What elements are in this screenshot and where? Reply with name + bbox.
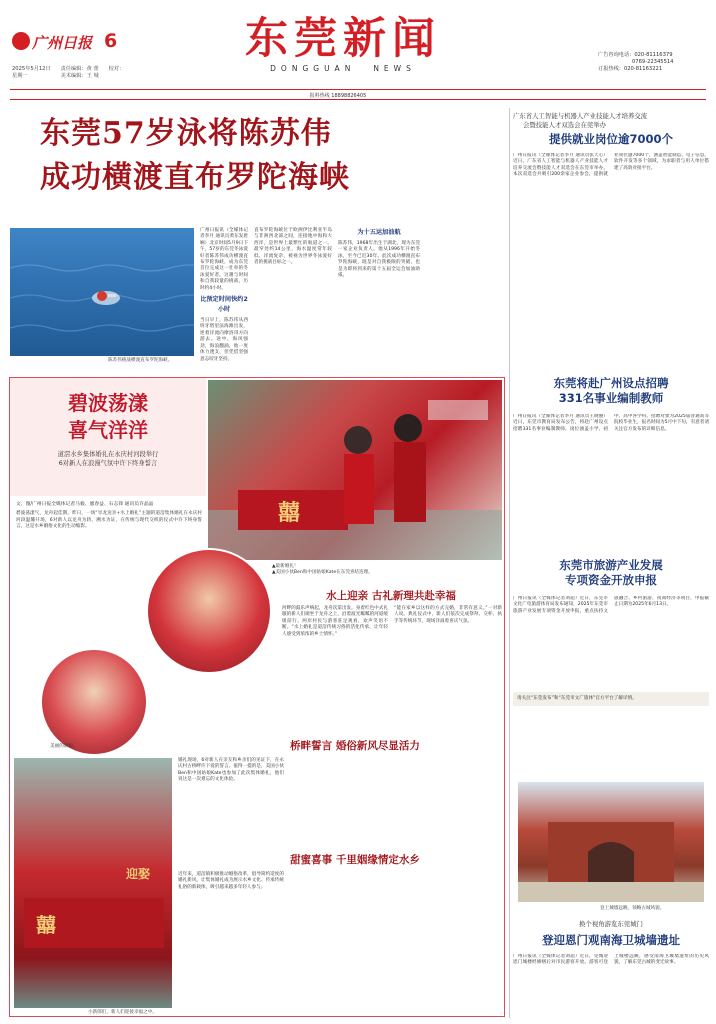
svg-text:囍: 囍: [278, 500, 301, 526]
masthead-en-left: DONGGUAN: [270, 64, 356, 73]
section1-col1: [282, 606, 388, 638]
header-rule: [10, 89, 706, 90]
jobs-headline: 提供就业岗位逾7000个: [548, 132, 673, 146]
main-col1-subhead: 比预定时间快约2小时: [200, 296, 248, 314]
wedding-photo-caption: [272, 564, 502, 576]
masthead-en-right: NEWS: [373, 64, 416, 73]
section2-title: 桥畔誓言 婚俗新风尽显活力: [290, 740, 420, 752]
page-number: 6: [104, 30, 118, 52]
section1-col2: [394, 606, 502, 625]
teachers-headline-2: 331名事业编制教师: [558, 391, 664, 405]
jobs-text: 广州日报讯（全媒体记者李月 通讯员张天心）近日，广东省人工智能与机器人产业技能人才培养交流会暨技能人才双选会在东莞市举办。本次双选会共吸引200余家企业参会，提供就业岗位逾7000个，涵盖智能制造、电子信息、软件开发等多个领域，为求职者与用人单位搭建了高效对接平台。: [513, 153, 709, 178]
section2-col1: [178, 758, 284, 784]
art-editor: 美术编辑：王 城: [60, 73, 99, 79]
editor: 责任编辑：黄 蕾: [60, 66, 99, 72]
bottom-photo-caption: 小新郎们，新人们迎接幸福之中。: [88, 1010, 157, 1015]
main-col3-subhead: 为十五运加油航: [357, 229, 401, 236]
right-story-teachers: [513, 376, 709, 534]
tourism-headline-1: 东莞市旅游产业发展: [559, 558, 663, 572]
main-headline: [40, 112, 500, 200]
ad-phone-2: 0769-22345514: [632, 59, 674, 66]
bride-portrait-photo: [40, 648, 148, 756]
masthead: [228, 14, 458, 73]
right-story-jobs: [513, 112, 709, 347]
tourism-note: 请关注“东莞发布”和“东莞市文广旅体”官方平台了解详情。: [513, 692, 709, 706]
issue-date: 2025年5月12日: [12, 66, 51, 72]
wedding-boat-icon: [14, 758, 172, 1008]
tourism-text: 广州日报讯（全媒体记者刘超）近日，东莞市文化广电旅游体育局发布通知，2025年东莞市旅游产业发展专项资金开放申报，重点扶持文旅融合、乡村旅游、夜间经济等项目，申报截止日期为2025年6月13日。: [513, 596, 709, 614]
section3-title: 甜蜜喜事 千里姻缘情定水乡: [290, 854, 420, 866]
main-story-col1: [200, 228, 248, 363]
logo-emblem-icon: [12, 32, 30, 50]
ad-phone: 广告咨询电话：020-81116379: [598, 52, 673, 58]
column-divider: [509, 108, 510, 1018]
right-story-tourism: [513, 558, 709, 706]
masthead-title: 东莞新闻: [245, 14, 441, 64]
section1-text: 河畔的鼓乐声响起，龙舟次第出发。身着红色中式礼服的新人们端坐于龙舟之上，沿着波光粼粼的河道缓缓前行。两岸村民与游客驻足观看，欢声笑语不断。“水上婚礼是道滘传统习俗的活化传承，让年轻人感受到浓浓的乡土情怀。”: [282, 606, 388, 637]
header-rule-2: [10, 99, 706, 100]
main-col3-text: 陈苏伟，1968年出生于湖北，现为东莞一家企业负责人。他从1996年开始冬泳，至今已近30年。此次成功横渡直布罗陀海峡，既是对自我极限的突破，也是为即将到来的第十五届全运会加油助威。: [338, 241, 420, 279]
main-col1-text: 广州日报讯（全媒体记者李月 通讯员黄东发唐娴）北京时间5月9日下午，57岁的东莞冬泳爱好者陈苏伟成功横渡直布罗陀海峡，成为东莞首位完成这一壮举的冬泳爱好者。这趟与时间和自我较量的挑战，历时约4小时。: [200, 228, 248, 291]
city-gate-photo: [518, 782, 704, 902]
svg-text:囍: 囍: [36, 913, 56, 937]
citygate-headline: 登迎恩门观南海卫城墙遗址: [542, 933, 680, 947]
section3-text: 近年来，道滘镇积极推动婚俗改革，倡导简约适度的婚礼新风，让集体婚礼成为展示水乡文化、传承传统礼俗的新载体，吸引越来越多年轻人参与。: [178, 872, 284, 890]
section1-title: 水上迎亲 古礼新理共赴幸福: [326, 590, 456, 602]
wedding-photo-caption-1: ▲最新婚礼！: [272, 564, 299, 569]
feature-title-line1: 碧波荡漾: [68, 391, 148, 415]
feature-intro-block: [16, 502, 202, 531]
news-hotline: 报料热线 18898826405: [309, 93, 367, 99]
svg-text:迎娶: 迎娶: [126, 867, 151, 881]
issue-info: [12, 66, 192, 80]
right-story-citygate: [513, 920, 709, 1016]
section3-col1: [178, 872, 284, 891]
tourism-headline-2: 专项资金开放申报: [565, 573, 657, 587]
sea-waves-icon: [10, 228, 194, 356]
feature-intro: 碧波荡漾气，龙舟起佳期。昨日，一场“旱龙送亲+水上婚礼”主题的道滘集体婚礼在永庆村河段温馨开场，6对新人以龙舟为轿，溯水为证，在传统与现代交织的仪式中许下终身誓言，这是水乡婚俗文化的生动缩影。: [16, 511, 202, 530]
feature-subtitle-line2: 6对新人在浪漫气氛中许下终身誓言: [58, 460, 158, 467]
citygate-text: 广州日报讯（全媒体记者刘超）近日，莞城迎恩门城楼经修缮后对市民游客开放。游客可登上城楼远眺，感受南海卫城墙遗址的历史风貌，了解东莞古城的变迁故事。: [513, 954, 709, 966]
newspaper-logo: [12, 30, 122, 54]
main-headline-line1: 东莞57岁泳将陈苏伟: [40, 116, 332, 151]
bottom-wedding-photo: [14, 758, 172, 1008]
couple-on-boat-icon: [208, 380, 502, 560]
section2-text: 婚礼现场，6对新人在亲友和乡亲们的见证下，在永庆村古桥畔许下爱的誓言。值得一提的是，美国小伙Ben和中国姑娘Kate也参加了此次集体婚礼，他们说这是一次难忘的文化体验。: [178, 758, 284, 783]
swimmer-photo-caption: 陈苏伟挑战横渡直布罗陀海峡。: [108, 358, 173, 363]
logo-text: 广州日报: [32, 34, 93, 52]
main-col2-text: 直布罗陀海峡位于欧洲伊比利亚半岛与非洲西北部之间，连接地中海和大西洋，是世界上最繁忙的航道之一。最窄处约14公里，海水温度常年较低、洋流复杂，被视为世界冬泳爱好者的挑战目标之一。: [254, 228, 332, 266]
jobs-kicker-2: 会暨技能人才双选会在莞举办: [523, 121, 607, 129]
subscribe-phone: 订报热线：020-81163221: [598, 66, 663, 73]
wedding-feature: [9, 377, 505, 1017]
jobs-kicker-1: 广东省人工智能与机器人产业技能人才培养交流: [513, 112, 648, 120]
teachers-headline-1: 东莞将赴广州设点招聘: [553, 376, 669, 390]
main-story-col3: [338, 228, 420, 279]
main-story-col2: [254, 228, 332, 266]
feature-title-panel: [10, 378, 206, 496]
proofreader: 校对：: [108, 66, 125, 72]
main-col1-text2: 当日早上，陈苏伟从西班牙塔里法海滩出发，逆着洋流向摩洛哥方向游去。途中，海风强劲，海浪翻涌，他一度体力透支，但凭借坚强意志咬牙坚持。: [200, 318, 248, 362]
feature-title-line2: 喜气洋洋: [68, 418, 148, 442]
main-headline-line2: 成功横渡直布罗陀海峡: [40, 160, 350, 195]
feature-subtitle-line1: 道滘水乡集体婚礼在永庆村河段举行: [57, 451, 159, 458]
teachers-text: 广州日报讯（全媒体记者李月 通讯员王晓丽）近日，东莞市教育局发布公告，将赴广州设点招聘331名事业编制教师，岗位涵盖小学、初中、高中各学科。招聘对象为2025届普通高等院校毕业生，报名时间为5月中下旬，有意者请关注官方发布的详细信息。: [513, 414, 709, 432]
contact-info: [598, 52, 708, 74]
couple-portrait-photo: [146, 548, 272, 674]
wedding-boat-photo: [208, 380, 502, 560]
swimmer-photo: [10, 228, 194, 356]
city-gate-caption: 登上城墙远眺，领略古城风貌。: [600, 906, 665, 911]
feature-byline: 文、图/广州日报全媒体记者马毅、廖春益、石志锋 通讯员许晶晶: [16, 502, 154, 507]
bride-caption: 美丽的新娘。: [50, 744, 78, 749]
section1-text2: “能在家乡以这样的方式完婚，非常有意义。”一对新人说。典礼仪式中，新人们依次完成祭拜、交杯、执手等传统环节，现场洋溢着喜庆气氛。: [394, 606, 502, 624]
city-gate-icon: [518, 782, 704, 902]
citygate-kicker: 换个视角游览东莞城门: [579, 920, 643, 928]
wedding-photo-caption-2: ▲美国小伙Ben和中国姑娘Kate在东莞喜结连理。: [272, 570, 373, 575]
issue-weekday: 星期一: [12, 73, 28, 79]
